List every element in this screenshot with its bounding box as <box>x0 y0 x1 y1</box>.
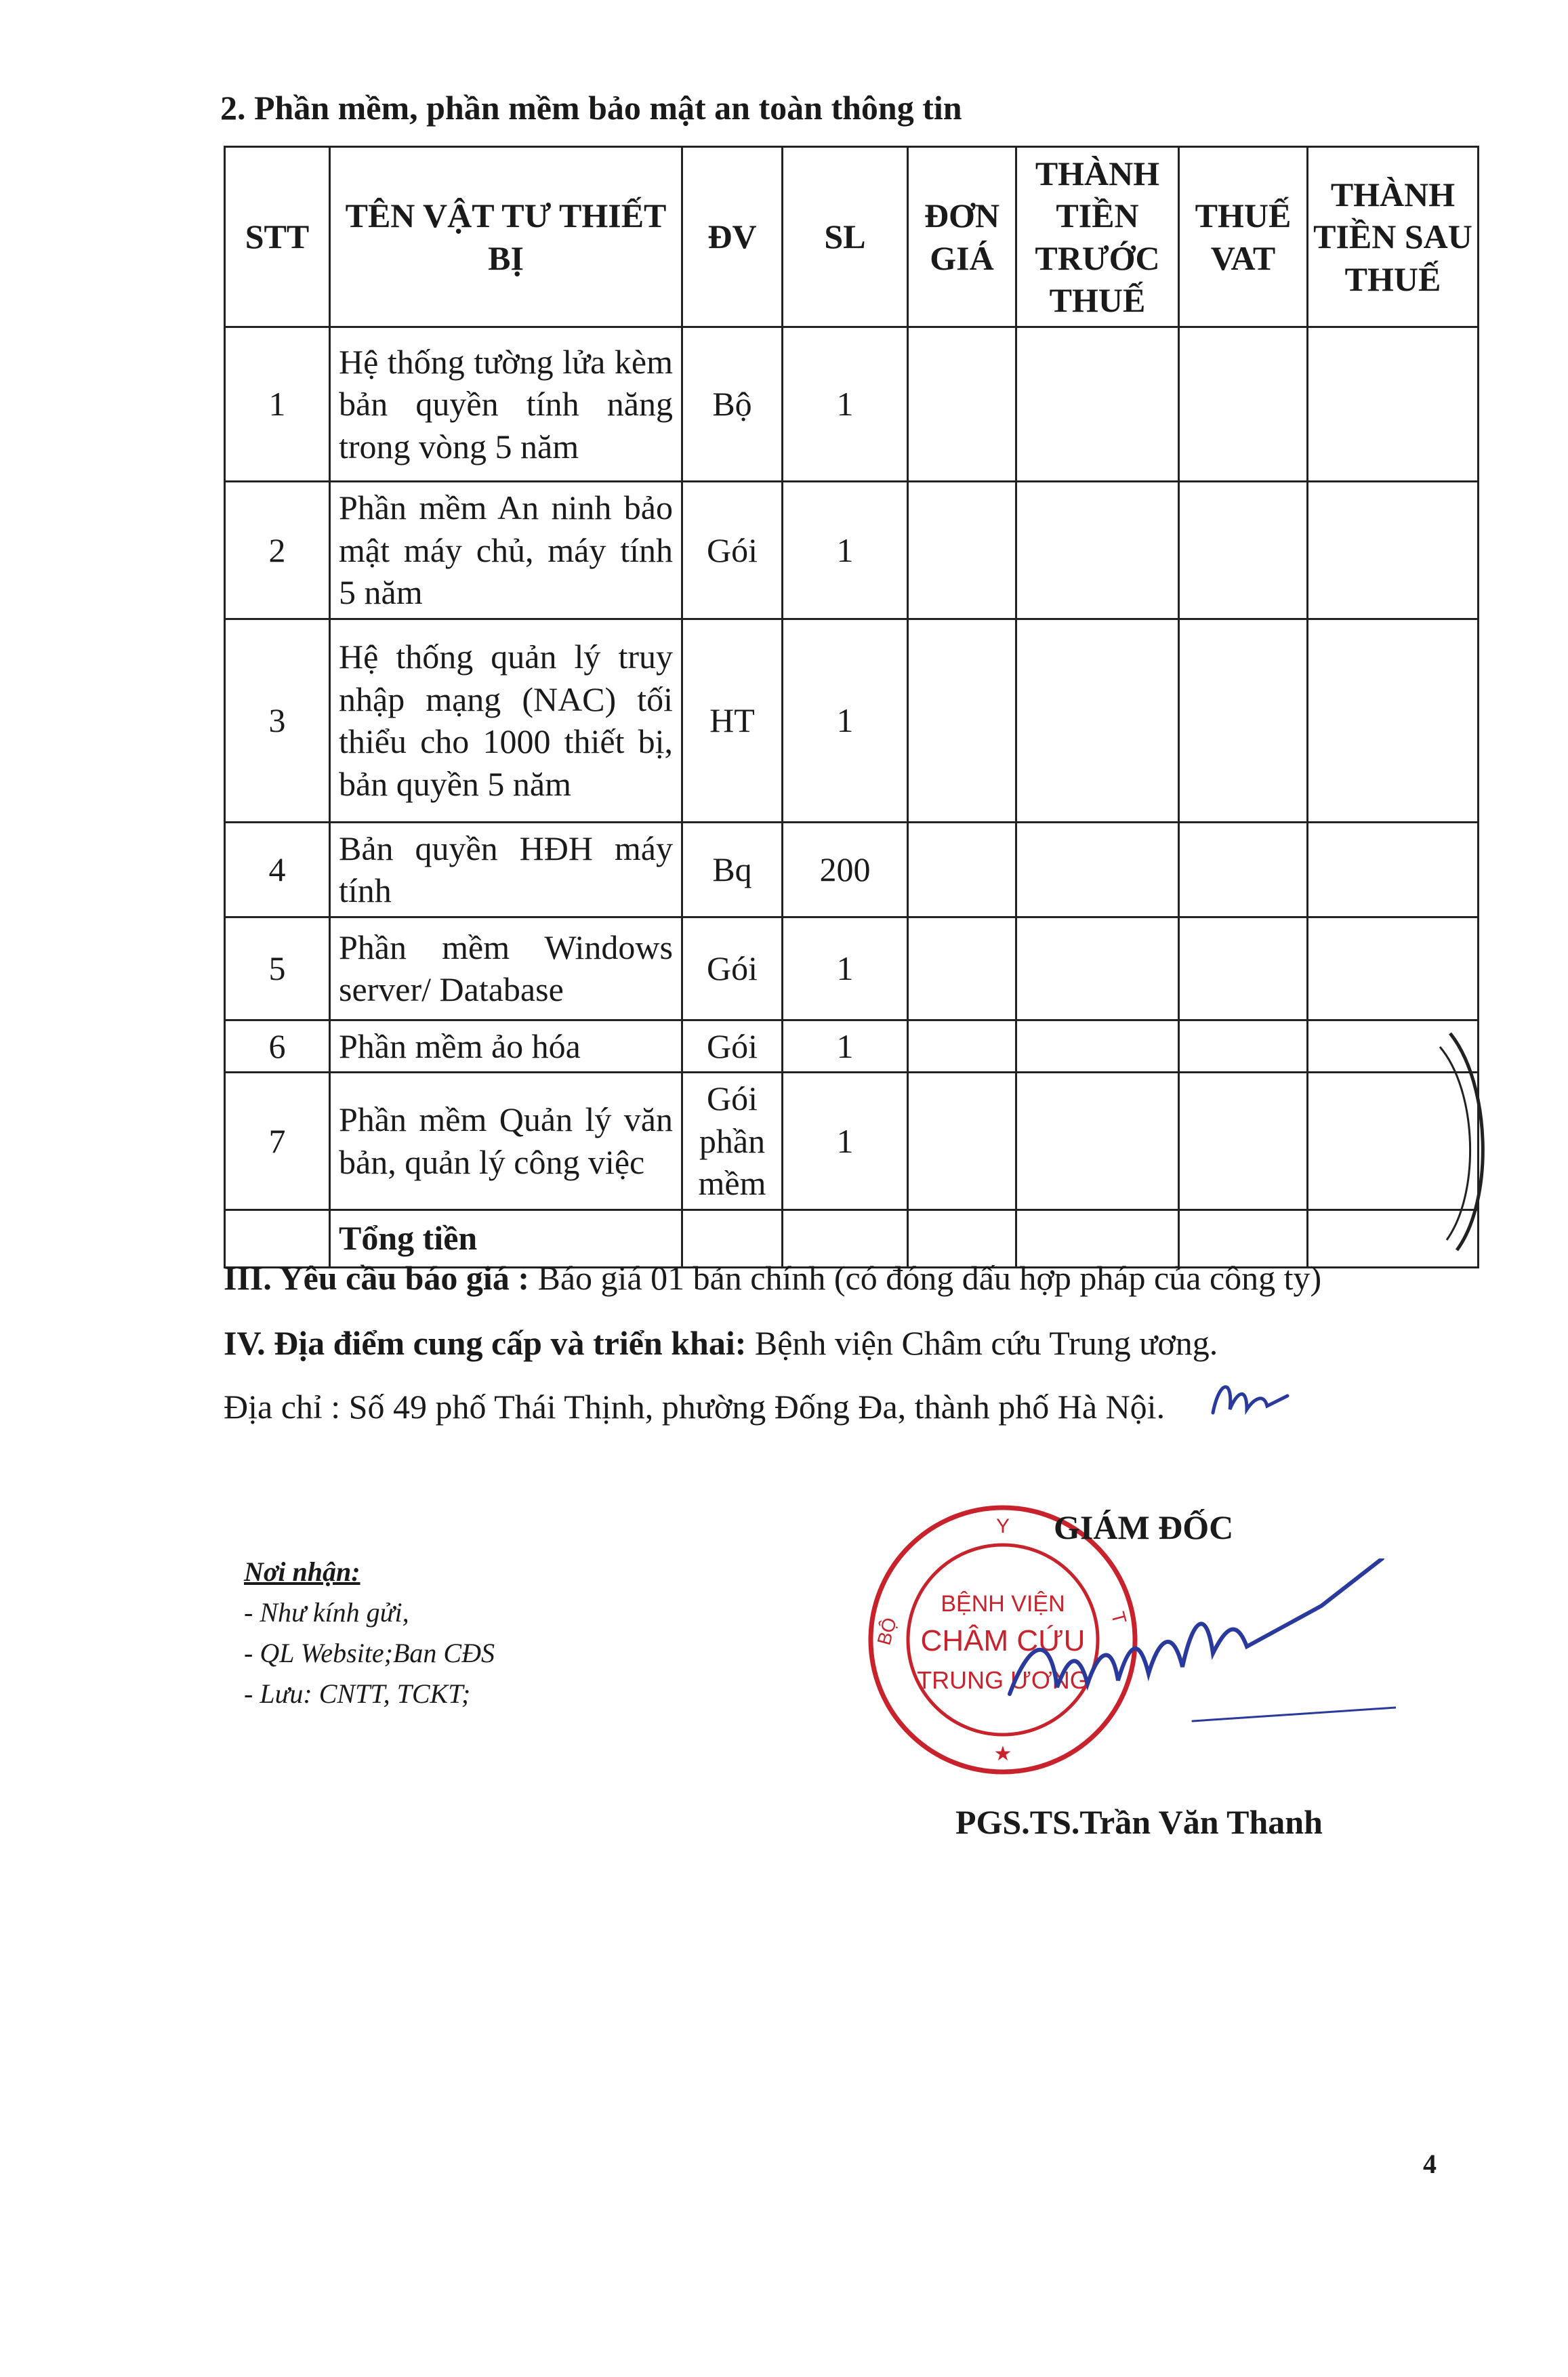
row-pre-tax <box>1016 917 1179 1020</box>
row-vat <box>1179 619 1308 822</box>
delivery-location-text: Bệnh viện Châm cứu Trung ương. <box>746 1324 1218 1362</box>
table-row <box>225 482 1479 619</box>
row-qty: 1 <box>783 917 908 1020</box>
quote-requirement <box>224 1258 1321 1298</box>
row-pre-tax <box>1016 1073 1179 1210</box>
row-unit-price <box>908 822 1016 917</box>
row-name: Hệ thống quản lý truy nhập mạng (NAC) tối thiểu cho 1000 thiết bị, bản quyền 5 năm <box>330 619 682 822</box>
table-row <box>225 822 1479 917</box>
handwritten-initial <box>1206 1372 1335 1426</box>
row-vat <box>1179 822 1308 917</box>
stamp-star-icon: ★ <box>993 1742 1012 1766</box>
recipient-item: - QL Website;Ban CĐS <box>244 1638 495 1668</box>
recipient-item: - Lưu: CNTT, TCKT; <box>244 1678 471 1709</box>
quote-requirement-text: Báo giá 01 bản chính (có đóng dấu hợp pháp của công ty) <box>529 1259 1322 1297</box>
table-row <box>225 917 1479 1020</box>
row-post-tax <box>1308 822 1479 917</box>
row-unit-price <box>908 1020 1016 1073</box>
row-post-tax <box>1308 917 1479 1020</box>
row-stt: 1 <box>225 327 330 482</box>
row-name: Phần mềm Windows server/ Database <box>330 917 682 1020</box>
total-label: Tổng tiền <box>330 1210 682 1267</box>
table-row <box>225 619 1479 822</box>
row-unit: HT <box>682 619 783 822</box>
signer-name: PGS.TS.Trần Văn Thanh <box>955 1803 1323 1841</box>
row-unit: Gói phần mềm <box>682 1073 783 1210</box>
row-stt: 4 <box>225 822 330 917</box>
row-vat <box>1179 1020 1308 1073</box>
row-unit-price <box>908 1073 1016 1210</box>
row-unit: Gói <box>682 917 783 1020</box>
stamp-ring-right: T <box>1107 1609 1131 1626</box>
header-stt: STT <box>225 147 330 327</box>
row-pre-tax <box>1016 1020 1179 1073</box>
stamp-line-2: CHÂM CỨU <box>920 1624 1086 1657</box>
row-post-tax <box>1308 619 1479 822</box>
row-unit-price <box>908 619 1016 822</box>
stamp-ring-left: BỘ <box>873 1615 901 1648</box>
row-unit: Bộ <box>682 327 783 482</box>
row-vat <box>1179 1073 1308 1210</box>
row-name: Hệ thống tường lửa kèm bản quyền tính năng trong vòng 5 năm <box>330 327 682 482</box>
header-qty: SL <box>783 147 908 327</box>
row-qty: 1 <box>783 1020 908 1073</box>
row-stt: 2 <box>225 482 330 619</box>
section-title: 2. Phần mềm, phần mềm bảo mật an toàn thông tin <box>220 89 962 127</box>
recipient-item: - Như kính gửi, <box>244 1597 409 1628</box>
row-stt: 7 <box>225 1073 330 1210</box>
row-stt: 6 <box>225 1020 330 1073</box>
row-unit-price <box>908 327 1016 482</box>
row-unit-price <box>908 917 1016 1020</box>
quote-requirement-label: III. Yêu cầu báo giá : <box>224 1259 529 1297</box>
table-row <box>225 1020 1479 1073</box>
row-vat <box>1179 917 1308 1020</box>
header-vat: THUẾ VAT <box>1179 147 1308 327</box>
header-pre-tax: THÀNH TIỀN TRƯỚC THUẾ <box>1016 147 1179 327</box>
row-vat <box>1179 327 1308 482</box>
margin-seal-mark <box>1437 1030 1498 1254</box>
director-title: GIÁM ĐỐC <box>1054 1508 1234 1546</box>
row-pre-tax <box>1016 822 1179 917</box>
recipients-block <box>244 1552 495 1714</box>
row-unit: Gói <box>682 482 783 619</box>
delivery-location-label: IV. Địa điểm cung cấp và triển khai: <box>224 1324 747 1362</box>
row-qty: 1 <box>783 1073 908 1210</box>
row-stt: 3 <box>225 619 330 822</box>
table-row <box>225 327 1479 482</box>
row-pre-tax <box>1016 482 1179 619</box>
stamp-ring-top: Y <box>995 1515 1010 1537</box>
row-name: Phần mềm ảo hóa <box>330 1020 682 1073</box>
row-unit: Bq <box>682 822 783 917</box>
table-header-row <box>225 147 1479 327</box>
stamp-line-3: TRUNG ƯƠNG <box>917 1666 1089 1694</box>
row-name: Phần mềm Quản lý văn bản, quản lý công việc <box>330 1073 682 1210</box>
delivery-location <box>224 1323 1218 1363</box>
row-qty: 200 <box>783 822 908 917</box>
table-row <box>225 1073 1479 1210</box>
director-signature <box>1003 1558 1396 1748</box>
row-name: Bản quyền HĐH máy tính <box>330 822 682 917</box>
row-pre-tax <box>1016 619 1179 822</box>
row-post-tax <box>1308 482 1479 619</box>
row-stt: 5 <box>225 917 330 1020</box>
page-number: 4 <box>1423 2149 1437 2179</box>
address-line: Địa chỉ : Số 49 phố Thái Thịnh, phường Đống Đa, thành phố Hà Nội. <box>224 1388 1165 1426</box>
row-unit: Gói <box>682 1020 783 1073</box>
row-qty: 1 <box>783 619 908 822</box>
row-post-tax <box>1308 327 1479 482</box>
stamp-line-1: BỆNH VIỆN <box>941 1591 1065 1617</box>
row-pre-tax <box>1016 327 1179 482</box>
header-unit: ĐV <box>682 147 783 327</box>
row-vat <box>1179 482 1308 619</box>
row-qty: 1 <box>783 327 908 482</box>
header-unit-price: ĐƠN GIÁ <box>908 147 1016 327</box>
row-unit-price <box>908 482 1016 619</box>
header-name: TÊN VẬT TƯ THIẾT BỊ <box>330 147 682 327</box>
row-qty: 1 <box>783 482 908 619</box>
items-table <box>224 146 1479 1268</box>
header-post-tax: THÀNH TIỀN SAU THUẾ <box>1308 147 1479 327</box>
recipients-heading: Nơi nhận: <box>244 1556 360 1587</box>
row-name: Phần mềm An ninh bảo mật máy chủ, máy tính 5 năm <box>330 482 682 619</box>
